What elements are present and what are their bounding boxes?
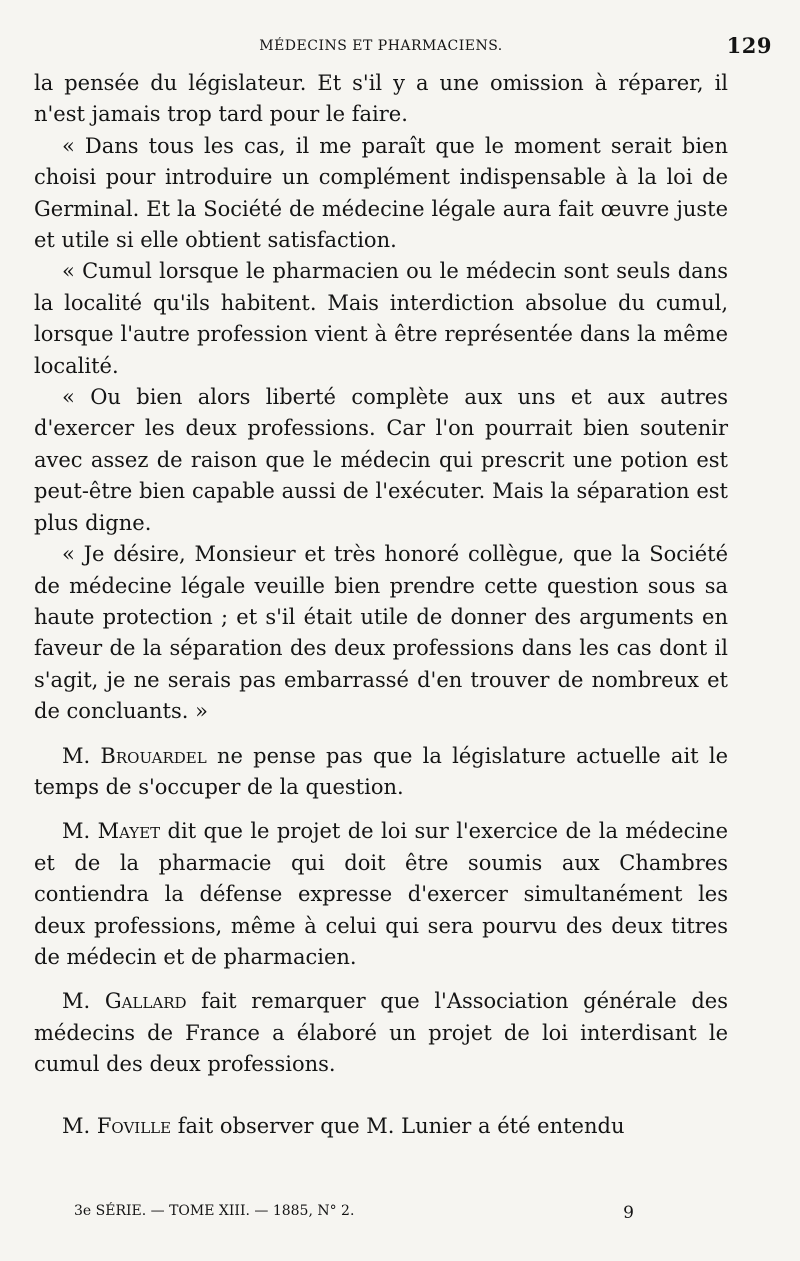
speech-paragraph — [34, 816, 728, 973]
series-line: 3e SÉRIE. — TOME XIII. — 1885, N° 2. — [74, 1203, 355, 1219]
paragraph: la pensée du législateur. Et s'il y a une omission à réparer, il n'est jamais trop tard pour le faire. — [34, 71, 728, 127]
page-number: 129 — [726, 33, 772, 58]
paragraph: « Ou bien alors liberté complète aux uns et aux autres d'exercer les deux professions. Car l'on pourrait bien soutenir avec assez de raison que le médecin qui prescrit une potion est peut-être bien capable aussi de l'exécuter. Mais la séparation est plus digne. — [34, 385, 728, 535]
speech-paragraph — [34, 986, 728, 1080]
speaker-name: M. Brouardel — [62, 743, 207, 768]
speaker-name: M. Mayet — [62, 819, 161, 844]
speech-text: ne pense pas que la législature actuelle ait le temps de s'occuper de la question. — [34, 743, 728, 799]
paragraph: « Dans tous les cas, il me paraît que le moment serait bien choisi pour introduire un complément indispensable à la loi de Germinal. Et la Société de médecine légale aura fait œuvre juste et utile si elle obtient satisfaction. — [34, 133, 728, 253]
speech-paragraph — [34, 1111, 728, 1142]
paragraph: « Cumul lorsque le pharmacien ou le médecin sont seuls dans la localité qu'ils habitent. Mais interdiction absolue du cumul, lorsque l'autre profession vient à être représentée dans la même localité. — [34, 259, 728, 378]
body-text — [34, 68, 728, 1142]
speaker-name: M. Gallard — [62, 989, 187, 1014]
speaker-name: M. Foville — [62, 1113, 172, 1138]
speech-text: fait remarquer que l'Association générale des médecins de France a élaboré un projet de loi interdisant le cumul des deux professions. — [34, 989, 728, 1077]
speech-paragraph — [34, 741, 728, 804]
speech-text: dit que le projet de loi sur l'exercice de la médecine et de la pharmacie qui doit être soumis aux Chambres contiendra la défense expresse d'exercer simultanément les deux professions, même à celui qui sera pourvu des deux titres de médecin et de pharmacien. — [34, 819, 729, 969]
signature-mark: 9 — [623, 1203, 634, 1223]
paragraph: « Je désire, Monsieur et très honoré collègue, que la Société de médecine légale veuille bien prendre cette question sous sa haute protection ; et s'il était utile de donner des arguments en faveur de la séparation des deux professions dans les cas dont il s'agit, je ne serais pas embarrassé d'en trouver de nombreux et de concluants. » — [34, 542, 728, 724]
running-title: MÉDECINS ET PHARMACIENS. — [259, 38, 503, 54]
speech-text: fait observer que M. Lunier a été entendu — [171, 1113, 625, 1138]
footer — [74, 1203, 634, 1223]
running-head — [34, 28, 772, 68]
